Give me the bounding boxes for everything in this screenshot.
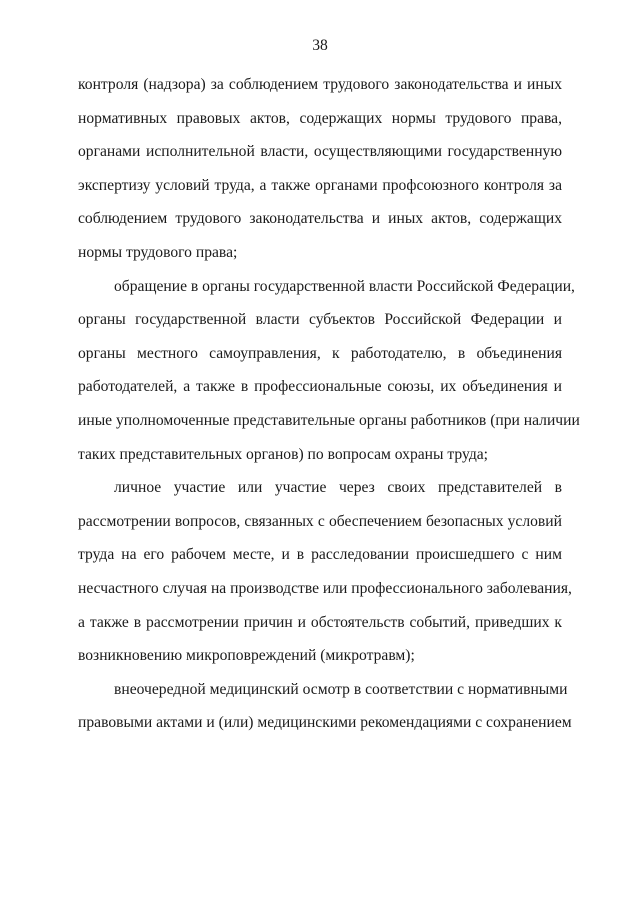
document-body [78, 68, 580, 740]
text-line: органами исполнительной власти, осуществляющими государственную [78, 143, 562, 161]
paragraph-medical-examination [78, 673, 572, 740]
text-line: труда на его рабочем месте, и в расследовании происшедшего с ним [78, 546, 562, 564]
text-line: нормы трудового права; [78, 243, 238, 261]
text-line: органы местного самоуправления, к работодателю, в объединения [78, 344, 562, 362]
paragraph-oversight-bodies [78, 68, 562, 270]
text-line: а также в рассмотрении причин и обстоятельств событий, приведших к [78, 613, 562, 631]
text-line: возникновению микроповреждений (микротравм); [78, 647, 415, 665]
text-line: органы государственной власти субъектов Российской Федерации и [78, 311, 562, 329]
paragraph-appeal-to-authorities [78, 270, 580, 472]
text-line: работодателей, а также в профессиональные союзы, их объединения и [78, 378, 562, 396]
text-line: правовыми актами и (или) медицинскими рекомендациями с сохранением [78, 714, 572, 732]
text-line: обращение в органы государственной власти Российской Федерации, [114, 277, 575, 295]
text-line: несчастного случая на производстве или профессионального заболевания, [78, 579, 572, 597]
text-line: иные уполномоченные представительные органы работников (при наличии [78, 411, 580, 429]
page-number: 38 [312, 37, 328, 54]
text-line: внеочередной медицинский осмотр в соответствии с нормативными [114, 680, 568, 698]
text-line: экспертизу условий труда, а также органами профсоюзного контроля за [78, 176, 562, 194]
paragraph-personal-participation [78, 471, 572, 673]
text-line: таких представительных органов) по вопросам охраны труда; [78, 445, 489, 463]
text-line: нормативных правовых актов, содержащих нормы трудового права, [78, 109, 562, 127]
text-line: рассмотрении вопросов, связанных с обеспечением безопасных условий [78, 512, 562, 530]
text-line: соблюдением трудового законодательства и иных актов, содержащих [78, 210, 562, 228]
text-line: личное участие или участие через своих представителей в [114, 479, 562, 497]
text-line: контроля (надзора) за соблюдением трудового законодательства и иных [78, 76, 562, 93]
